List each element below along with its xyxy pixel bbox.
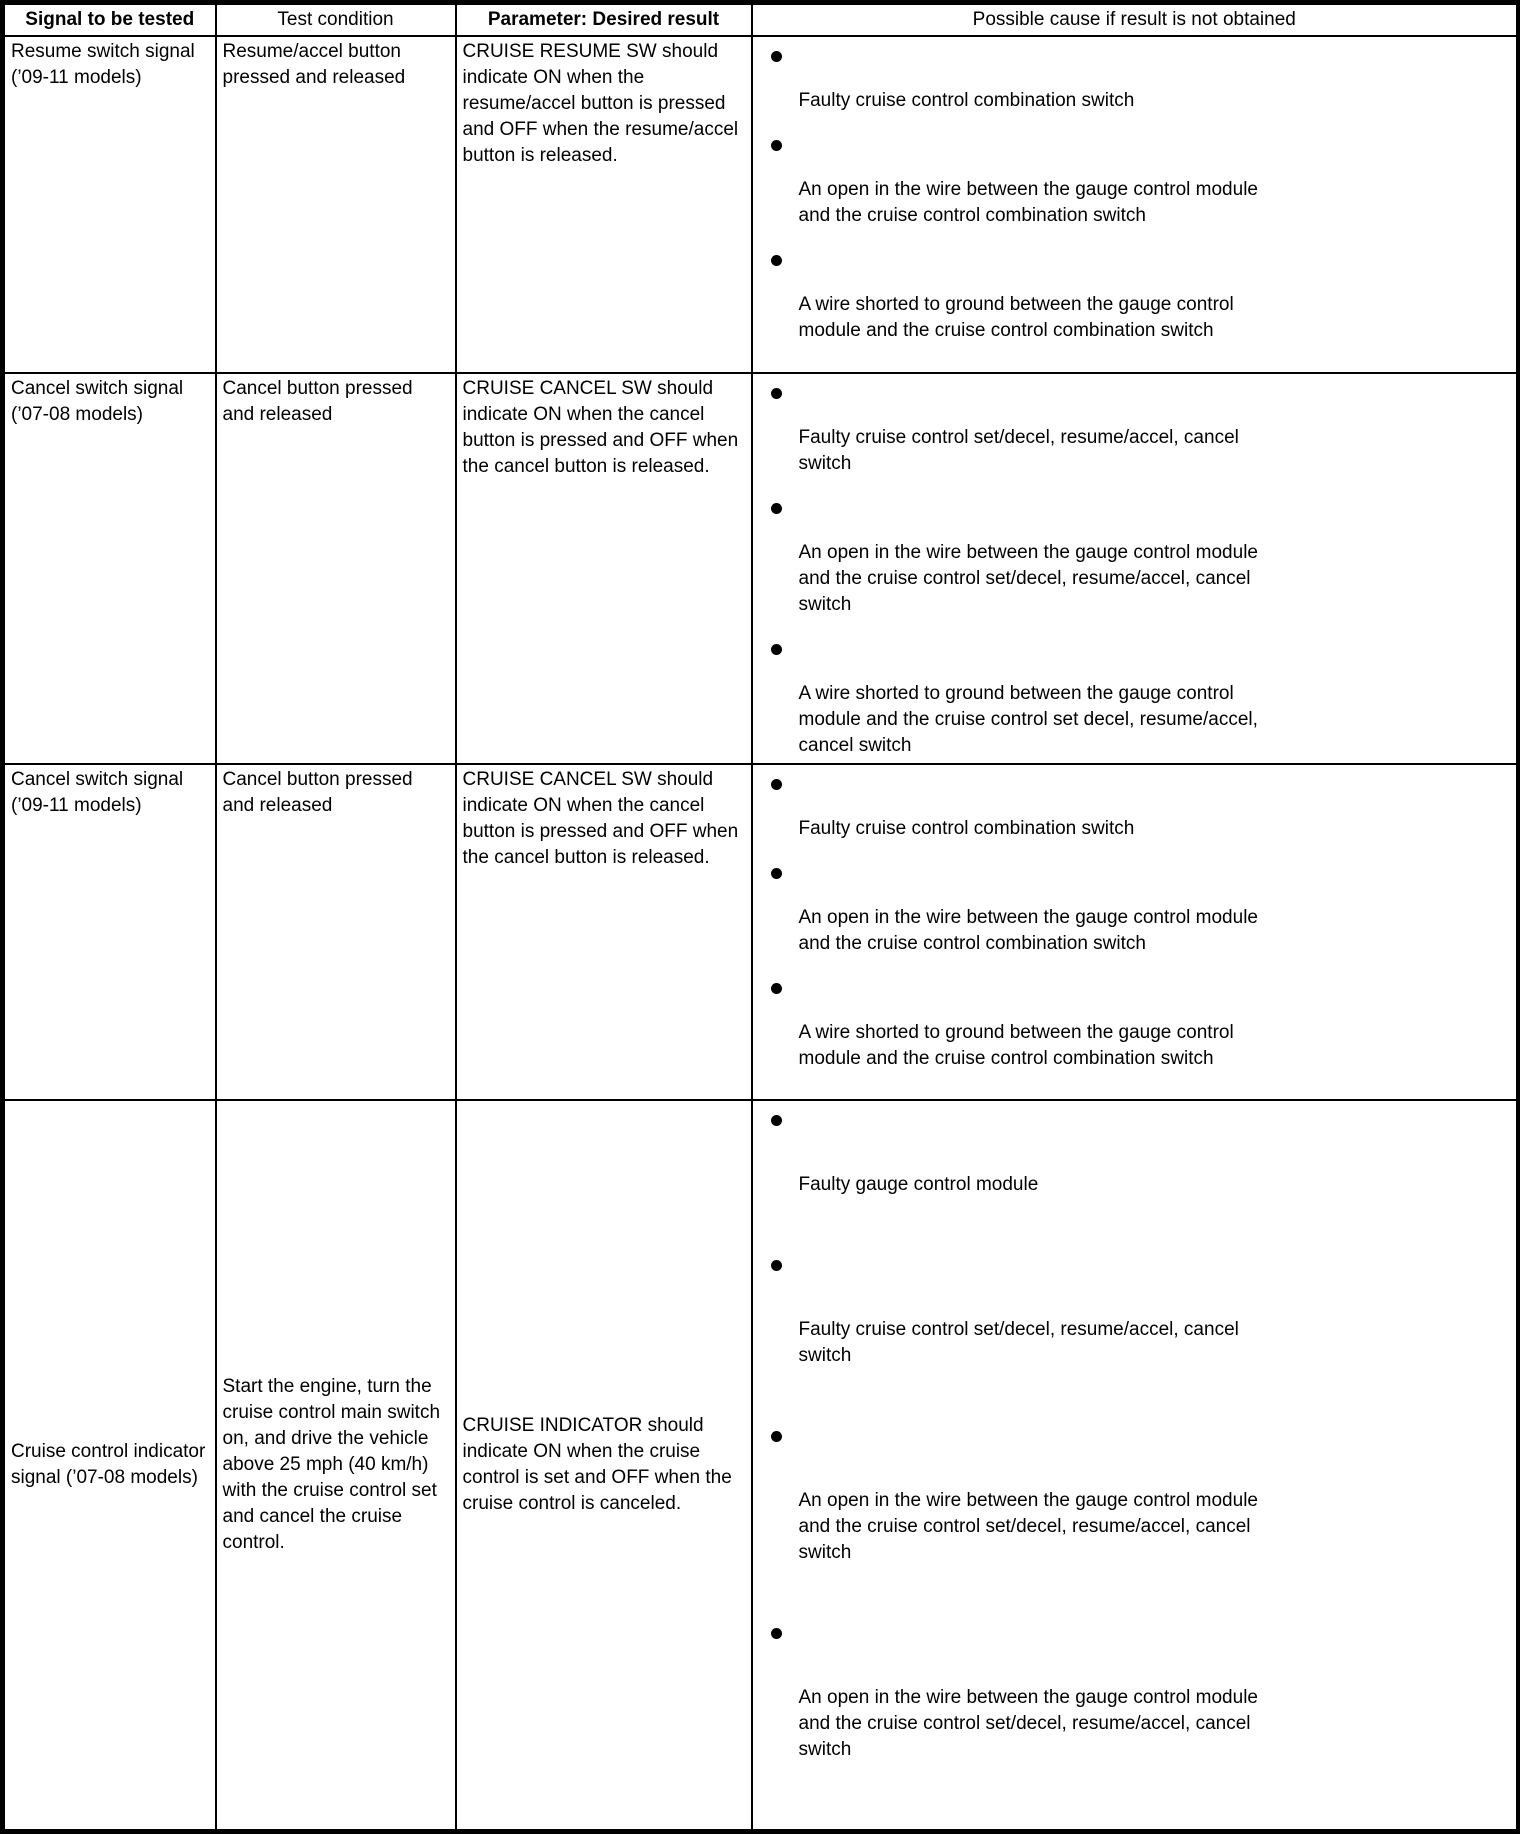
causes-cell xyxy=(752,373,1519,764)
header-row xyxy=(3,3,1519,37)
table-body xyxy=(3,36,1519,1832)
bullet-icon xyxy=(771,868,782,879)
signal-cell: Resume switch signal (’09-11 models) xyxy=(3,36,216,373)
parameter-cell: CRUISE INDICATOR should indicate ON when the cruise control is set and OFF when the cruise control is canceled. xyxy=(456,1100,752,1832)
table-row-resume-switch-signal xyxy=(3,36,1519,373)
bullet-icon xyxy=(771,51,782,62)
cause-text: A wire shorted to ground between the gauge control module and the cruise control combination switch xyxy=(798,294,1234,341)
table-row-cruise-control-indicator-signal xyxy=(3,1100,1519,1832)
parameter-cell: CRUISE RESUME SW should indicate ON when the resume/accel button is pressed and OFF when the resume/accel button is released. xyxy=(456,36,752,373)
test-condition-cell: Cancel button pressed and released xyxy=(216,373,456,764)
cause-item xyxy=(769,255,1503,344)
cause-item xyxy=(769,1628,1503,1763)
bullet-icon xyxy=(771,140,782,151)
signal-cell: Cruise control indicator signal (’07-08 models) xyxy=(3,1100,216,1832)
causes-cell xyxy=(752,36,1519,373)
cause-text: A wire shorted to ground between the gauge control module and the cruise control combination switch xyxy=(798,1022,1234,1069)
bullet-icon xyxy=(771,644,782,655)
cause-item xyxy=(769,1431,1503,1566)
cause-item xyxy=(769,779,1503,842)
cause-text: A wire shorted to ground between the gauge control module and the cruise control set decel, resume/accel, cancel switch xyxy=(798,683,1258,756)
test-condition-cell: Start the engine, turn the cruise control main switch on, and drive the vehicle above 25 mph (40 km/h) with the cruise control set and cancel the cruise control. xyxy=(216,1100,456,1832)
bullet-icon xyxy=(771,388,782,399)
cause-item xyxy=(769,1115,1503,1198)
cause-text: Faulty gauge control module xyxy=(798,1174,1039,1195)
causes-cell xyxy=(752,1100,1519,1832)
bullet-icon xyxy=(771,779,782,790)
table-row-cancel-switch-signal-07-08 xyxy=(3,373,1519,764)
cause-text: An open in the wire between the gauge control module and the cruise control combination switch xyxy=(798,179,1258,226)
cause-item xyxy=(769,868,1503,957)
cause-item xyxy=(769,1260,1503,1369)
col-header-parameter: Parameter: Desired result xyxy=(456,3,752,37)
col-header-test-condition: Test condition xyxy=(216,3,456,37)
cause-item xyxy=(769,140,1503,229)
signal-cell: Cancel switch signal (’09-11 models) xyxy=(3,764,216,1100)
cause-text: Faulty cruise control set/decel, resume/accel, cancel switch xyxy=(798,1319,1239,1366)
cause-text: An open in the wire between the gauge control module and the cruise control set/decel, resume/accel, cancel switch xyxy=(798,542,1258,615)
table-row-cancel-switch-signal-09-11 xyxy=(3,764,1519,1100)
cause-text: An open in the wire between the gauge control module and the cruise control set/decel, resume/accel, cancel switch xyxy=(798,1490,1258,1563)
cause-text: An open in the wire between the gauge control module and the cruise control set/decel, resume/accel, cancel switch xyxy=(798,1687,1258,1760)
cause-text: Faulty cruise control combination switch xyxy=(798,90,1135,111)
test-condition-cell: Cancel button pressed and released xyxy=(216,764,456,1100)
bullet-icon xyxy=(771,1260,782,1271)
cause-item xyxy=(769,51,1503,114)
table-header xyxy=(3,3,1519,37)
cause-item xyxy=(769,388,1503,477)
bullet-icon xyxy=(771,1628,782,1639)
bullet-icon xyxy=(771,255,782,266)
cause-text: Faulty cruise control set/decel, resume/accel, cancel switch xyxy=(798,427,1239,474)
bullet-icon xyxy=(771,983,782,994)
signal-cell: Cancel switch signal (’07-08 models) xyxy=(3,373,216,764)
col-header-signal: Signal to be tested xyxy=(3,3,216,37)
parameter-cell: CRUISE CANCEL SW should indicate ON when the cancel button is pressed and OFF when the cancel button is released. xyxy=(456,373,752,764)
bullet-icon xyxy=(771,503,782,514)
col-header-possible-cause: Possible cause if result is not obtained xyxy=(752,3,1519,37)
bullet-icon xyxy=(771,1431,782,1442)
test-condition-cell: Resume/accel button pressed and released xyxy=(216,36,456,373)
cause-text: Faulty cruise control combination switch xyxy=(798,818,1135,839)
cause-item xyxy=(769,983,1503,1072)
cause-item xyxy=(769,503,1503,618)
parameter-cell: CRUISE CANCEL SW should indicate ON when the cancel button is pressed and OFF when the cancel button is released. xyxy=(456,764,752,1100)
cause-item xyxy=(769,644,1503,759)
bullet-icon xyxy=(771,1115,782,1126)
causes-cell xyxy=(752,764,1519,1100)
cause-text: An open in the wire between the gauge control module and the cruise control combination switch xyxy=(798,907,1258,954)
